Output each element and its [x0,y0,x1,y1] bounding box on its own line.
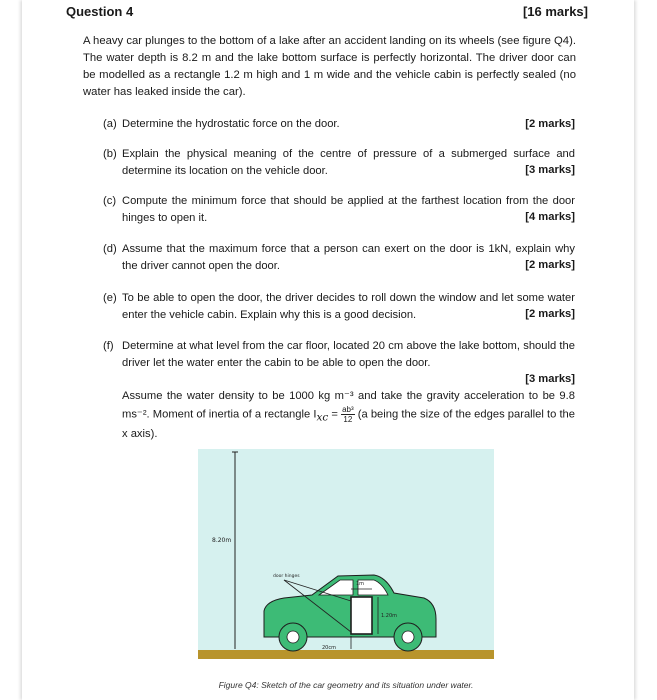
depth-label: 8.20m [212,537,232,544]
figure-caption: Figure Q4: Sketch of the car geometry and its situation under water. [218,680,474,690]
part-text: To be able to open the door, the driver decides to roll down the window and let some water enter the vehicle cabin. Explain why this is a good decision. [122,292,575,321]
fraction-denominator: 12 [343,414,353,424]
question-header [66,4,588,19]
part-f [103,338,575,443]
part-e [103,290,575,323]
question-intro: A heavy car plunges to the bottom of a lake after an accident landing on its wheels (see figure Q4). The water depth is 8.2 m and the lake bottom surface is perfectly horizontal. The driver door can be modelled as a rectangle 1.2 m high and 1 m wide and the vehicle cabin is perfectly sealed (no water has leaked inside the car). [83,35,576,98]
part-d [103,241,575,274]
rear-wheel-hub [402,631,414,643]
part-label: (d) [103,243,117,255]
assumption-text-end: (a being the size of the edges parallel to the x axis). [122,408,575,441]
part-marks: [4 marks] [525,211,575,223]
part-text: Explain the physical meaning of the centre of pressure of a submerged surface and determine its location on the vehicle door. [122,148,575,177]
floor-label: 20cm [322,645,336,651]
part-text: Determine at what level from the car floor, located 20 cm above the lake bottom, should the driver let the water enter the cabin to be able to open the door. [122,340,575,369]
part-text: Determine the hydrostatic force on the door. [122,118,340,130]
part-f-assumptions [122,388,575,442]
front-wheel-hub [287,631,299,643]
assumption-text: Assume the water density to be 1000 kg m⁻³ and take the gravity acceleration to be 9.8 ms⁻². Moment of inertia of a rectangle I [122,390,575,421]
part-text: Assume that the maximum force that a person can exert on the door is 1kN, explain why the driver cannot open the door. [122,243,575,272]
part-label: (b) [103,148,117,160]
inertia-fraction [341,405,355,424]
fraction-numerator: ab³ [342,404,354,414]
question-title: Question 4 [66,4,134,19]
height-label: 1.20m [381,613,398,619]
door-rectangle [351,597,372,634]
part-a [103,116,575,133]
part-c [103,193,575,226]
part-marks: [3 marks] [525,373,575,385]
part-b [103,146,575,179]
part-marks: [2 marks] [525,308,575,320]
part-label: (a) [103,118,117,130]
part-label: (e) [103,292,117,304]
part-marks: [2 marks] [525,259,575,271]
car-underwater-figure [198,449,494,663]
question-marks: [16 marks] [522,4,588,19]
width-label: 1m [356,581,365,587]
part-label: (c) [103,195,117,207]
equals-sign: = [328,408,342,421]
inertia-subscript: xc [316,411,329,424]
part-marks: [2 marks] [525,118,575,130]
part-label: (f) [103,340,114,352]
part-marks: [3 marks] [525,164,575,176]
hinge-label: door hinges [273,574,300,579]
part-text: Compute the minimum force that should be applied at the farthest location from the door hinges to open it. [122,195,575,224]
lake-bottom [198,650,494,659]
